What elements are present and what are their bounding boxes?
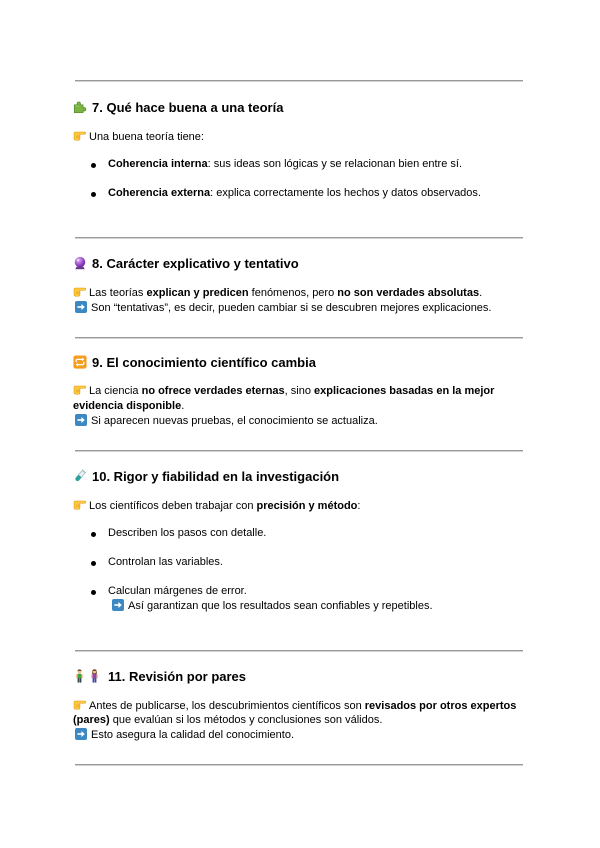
- bold-text: no son verdades absolutas: [337, 287, 480, 299]
- list-item: [73, 555, 223, 570]
- text-run: Si aparecen nuevas pruebas, el conocimiento se actualiza.: [91, 415, 378, 427]
- bold-text: precisión y método: [256, 500, 358, 512]
- section-heading-text: 9. El conocimiento científico cambia: [92, 355, 316, 370]
- list-item: [73, 157, 462, 172]
- right-arrow-icon: [75, 728, 87, 740]
- text-run: Los científicos deben trabajar con: [89, 500, 257, 512]
- list-item-text: Calculan márgenes de error.: [108, 585, 247, 597]
- bold-text: no ofrece verdades eternas: [141, 385, 285, 397]
- paragraph-line: [73, 499, 360, 514]
- section-heading-text: 7. Qué hace buena a una teoría: [92, 100, 284, 115]
- text-run: Son “tentativas”, es decir, pueden cambiar si se descubren mejores explicaciones.: [91, 302, 492, 314]
- paragraph-line: [73, 384, 494, 399]
- crystal-ball-icon: [73, 256, 87, 270]
- bold-text: revisados por otros expertos: [364, 700, 517, 712]
- section-9-heading: [73, 354, 316, 372]
- right-arrow-icon: [75, 414, 87, 426]
- section-divider: [75, 337, 523, 338]
- list-item: [73, 526, 266, 541]
- section-divider: [75, 764, 523, 765]
- text-run: La ciencia: [89, 385, 142, 397]
- list-item-text: Describen los pasos con detalle.: [108, 527, 267, 539]
- list-item-label: Coherencia interna: [108, 158, 208, 170]
- section-divider: [75, 80, 523, 81]
- standing-woman-icon: [88, 669, 101, 683]
- text-run: Las teorías: [89, 287, 147, 299]
- section-7-heading: [73, 99, 283, 117]
- section-10-heading: [73, 468, 339, 486]
- section-8-heading: [73, 255, 299, 273]
- list-item-text: : explica correctamente los hechos y datos observados.: [210, 187, 481, 199]
- pointing-hand-icon: [73, 384, 86, 395]
- bullet-dot: [91, 532, 96, 537]
- section-divider: [75, 450, 523, 451]
- bold-text: explican y predicen: [146, 287, 249, 299]
- repeat-arrows-icon: [73, 355, 87, 369]
- text-run: Antes de publicarse, los descubrimientos científicos son: [89, 700, 365, 712]
- right-arrow-icon: [75, 301, 87, 313]
- text-run: Una buena teoría tiene:: [89, 131, 204, 143]
- bold-text: (pares): [73, 714, 110, 726]
- text-run: fenómenos, pero: [248, 287, 338, 299]
- section-heading-text: 11. Revisión por pares: [108, 669, 247, 684]
- bold-text: evidencia disponible: [73, 400, 182, 412]
- bullet-dot: [91, 163, 96, 168]
- list-item-note: [112, 599, 433, 614]
- test-tube-icon: [73, 469, 87, 483]
- text-run: Esto asegura la calidad del conocimiento.: [91, 729, 295, 741]
- bullet-dot: [91, 192, 96, 197]
- text-run: Así garantizan que los resultados sean confiables y repetibles.: [128, 600, 433, 612]
- bullet-dot: [91, 590, 96, 595]
- section-heading-text: 8. Carácter explicativo y tentativo: [92, 256, 299, 271]
- bullet-dot: [91, 561, 96, 566]
- paragraph-line: [73, 286, 482, 301]
- paragraph-line: [73, 130, 204, 145]
- section-divider: [75, 237, 523, 238]
- list-item: [73, 584, 247, 599]
- text-run: .: [181, 400, 185, 412]
- list-item-text: : sus ideas son lógicas y se relacionan bien entre sí.: [207, 158, 463, 170]
- list-item: [73, 186, 481, 201]
- list-item-text: Controlan las variables.: [108, 556, 223, 568]
- pointing-hand-icon: [73, 286, 86, 297]
- pointing-hand-icon: [73, 499, 86, 510]
- text-run: , sino: [284, 385, 315, 397]
- pointing-hand-icon: [73, 699, 86, 710]
- pointing-hand-icon: [73, 130, 86, 141]
- paragraph-line: [73, 699, 516, 714]
- paragraph-line: [75, 414, 378, 429]
- paragraph-line: [75, 728, 294, 743]
- text-run: que evalúan si los métodos y conclusiones son válidos.: [109, 714, 383, 726]
- text-run: .: [479, 287, 483, 299]
- section-heading-text: 10. Rigor y fiabilidad en la investigación: [92, 469, 340, 484]
- section-divider: [75, 650, 523, 651]
- paragraph-line: [73, 399, 184, 414]
- paragraph-line: [75, 301, 492, 316]
- puzzle-piece-icon: [73, 100, 87, 114]
- right-arrow-icon: [112, 599, 124, 611]
- section-11-heading: [73, 668, 246, 686]
- list-item-label: Coherencia externa: [108, 187, 211, 199]
- bold-text: explicaciones basadas en la mejor: [314, 385, 495, 397]
- standing-man-icon: [73, 669, 86, 683]
- text-run: :: [357, 500, 361, 512]
- paragraph-line: [73, 713, 382, 728]
